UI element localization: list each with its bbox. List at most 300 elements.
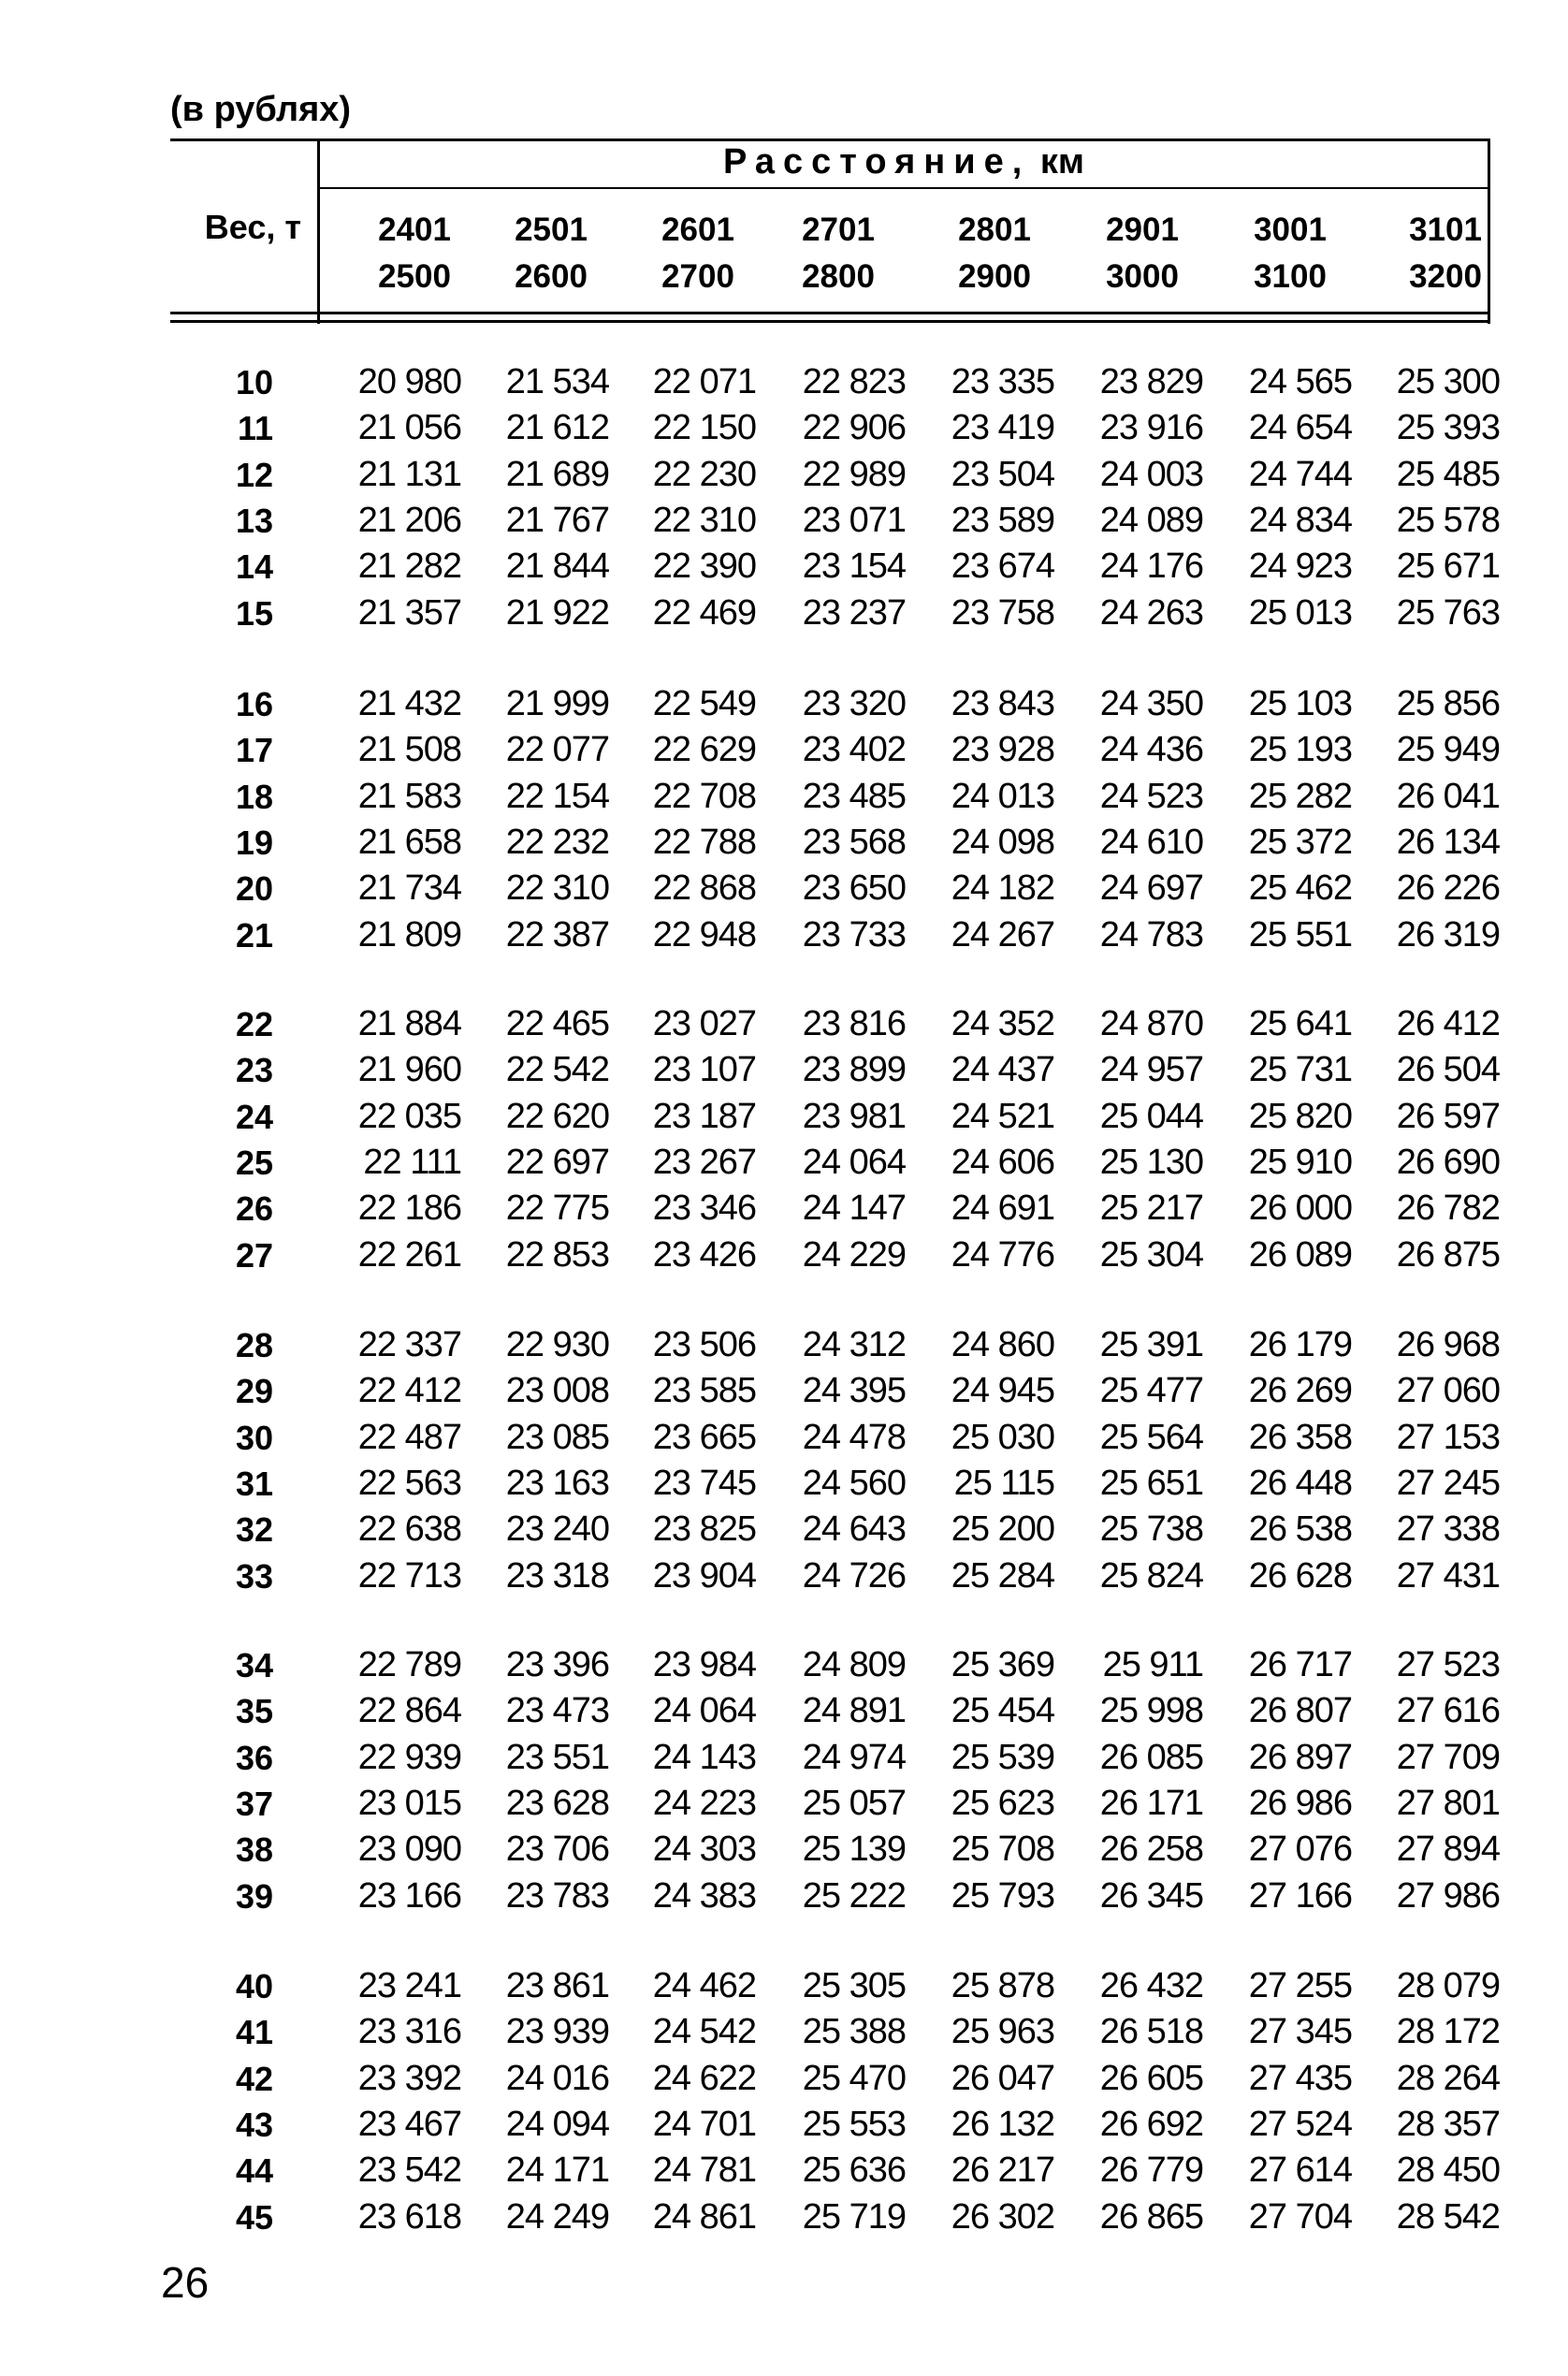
price-cell: 26 865 — [1099, 2196, 1203, 2237]
price-cell: 22 542 — [505, 1050, 609, 1090]
price-cell: 27 709 — [1396, 1737, 1500, 1777]
price-cell: 23 568 — [802, 822, 906, 862]
price-cell: 24 016 — [505, 2058, 609, 2098]
price-cell: 23 237 — [802, 592, 906, 633]
price-cell: 24 350 — [1099, 684, 1203, 723]
price-cell: 28 172 — [1396, 2012, 1500, 2052]
price-cell: 26 134 — [1396, 822, 1500, 862]
distance-unit: км — [1039, 142, 1084, 182]
range-to-7: 3100 — [1254, 258, 1327, 295]
distance-caption-rule — [317, 187, 1490, 189]
price-cell: 25 910 — [1248, 1142, 1352, 1182]
price-cell: 24 974 — [802, 1737, 906, 1777]
price-cell: 25 305 — [802, 1966, 906, 2005]
price-cell: 22 387 — [505, 914, 609, 955]
price-cell: 24 560 — [802, 1463, 906, 1503]
weight-cell: 15 — [235, 593, 273, 633]
price-cell: 24 697 — [1099, 868, 1203, 909]
price-cell: 26 412 — [1396, 1004, 1500, 1043]
price-cell: 22 629 — [652, 730, 756, 770]
price-cell: 25 998 — [1099, 1691, 1203, 1731]
price-cell: 23 551 — [505, 1737, 609, 1777]
weight-cell: 22 — [235, 1005, 273, 1043]
price-cell: 25 200 — [951, 1509, 1054, 1550]
price-cell: 25 651 — [1099, 1463, 1203, 1503]
price-cell: 22 071 — [652, 362, 756, 401]
price-cell: 23 904 — [652, 1555, 756, 1596]
distance-word: Расстояние, — [723, 142, 1031, 182]
price-cell: 26 597 — [1396, 1096, 1500, 1136]
price-cell: 22 390 — [652, 547, 756, 587]
price-cell: 25 564 — [1099, 1417, 1203, 1457]
price-cell: 23 318 — [505, 1555, 609, 1596]
price-cell: 24 783 — [1099, 914, 1203, 955]
price-cell: 21 282 — [357, 547, 461, 587]
range-to-4: 2800 — [802, 258, 875, 295]
price-cell: 26 897 — [1248, 1737, 1352, 1777]
price-cell: 21 922 — [505, 592, 609, 633]
weight-cell: 18 — [235, 777, 273, 816]
price-cell: 23 674 — [951, 547, 1054, 587]
price-cell: 26 538 — [1248, 1509, 1352, 1550]
price-cell: 25 911 — [1102, 1645, 1203, 1684]
weight-cell: 11 — [237, 409, 273, 448]
price-cell: 23 027 — [652, 1004, 756, 1043]
price-cell: 24 726 — [802, 1555, 906, 1596]
price-cell: 24 957 — [1099, 1050, 1203, 1090]
price-cell: 24 521 — [951, 1096, 1054, 1136]
price-cell: 21 131 — [357, 454, 461, 494]
price-cell: 23 473 — [505, 1691, 609, 1731]
price-cell: 21 884 — [357, 1004, 461, 1043]
range-from-8: 3101 — [1409, 211, 1482, 248]
price-cell: 27 153 — [1396, 1417, 1500, 1457]
price-cell: 25 470 — [802, 2058, 906, 2098]
weight-cell: 41 — [235, 2013, 273, 2052]
weight-cell: 26 — [235, 1189, 273, 1229]
price-cell: 24 478 — [802, 1417, 906, 1457]
weight-cell: 17 — [235, 731, 273, 770]
price-cell: 26 302 — [951, 2196, 1054, 2237]
price-cell: 22 111 — [363, 1142, 461, 1182]
price-cell: 26 605 — [1099, 2058, 1203, 2098]
price-cell: 23 984 — [652, 1645, 756, 1684]
price-cell: 26 345 — [1099, 1875, 1203, 1916]
price-cell: 23 392 — [357, 2058, 461, 2098]
price-cell: 23 628 — [505, 1783, 609, 1823]
price-cell: 26 432 — [1099, 1966, 1203, 2005]
price-cell: 22 697 — [505, 1142, 609, 1182]
price-cell: 21 206 — [357, 500, 461, 540]
price-cell: 25 057 — [802, 1783, 906, 1823]
range-to-2: 2600 — [515, 258, 588, 295]
price-cell: 23 166 — [357, 1875, 461, 1916]
price-cell: 24 776 — [951, 1234, 1054, 1275]
price-cell: 22 232 — [505, 822, 609, 862]
weight-cell: 10 — [235, 363, 273, 401]
price-cell: 27 704 — [1248, 2196, 1352, 2237]
price-cell: 23 163 — [505, 1463, 609, 1503]
range-from-1: 2401 — [378, 211, 451, 248]
price-cell: 27 894 — [1396, 1829, 1500, 1870]
price-cell: 21 999 — [505, 684, 609, 723]
price-cell: 25 553 — [802, 2104, 906, 2144]
price-cell: 25 539 — [951, 1737, 1054, 1777]
price-cell: 25 193 — [1248, 730, 1352, 770]
price-cell: 21 357 — [357, 592, 461, 633]
price-cell: 26 518 — [1099, 2012, 1203, 2052]
price-cell: 22 939 — [357, 1737, 461, 1777]
weight-cell: 37 — [235, 1784, 273, 1823]
price-cell: 22 864 — [357, 1691, 461, 1731]
header-double-rule-top — [170, 312, 1490, 314]
price-cell: 23 346 — [652, 1188, 756, 1229]
price-cell: 23 504 — [951, 454, 1054, 494]
price-cell: 25 130 — [1099, 1142, 1203, 1182]
weight-cell: 45 — [235, 2197, 273, 2237]
price-cell: 21 508 — [357, 730, 461, 770]
price-cell: 25 551 — [1248, 914, 1352, 955]
header-double-rule-bottom — [170, 320, 1490, 323]
price-cell: 21 809 — [357, 914, 461, 955]
price-cell: 23 939 — [505, 2012, 609, 2052]
weight-cell: 33 — [235, 1556, 273, 1596]
range-to-5: 2900 — [958, 258, 1031, 295]
price-cell: 23 758 — [951, 592, 1054, 633]
price-cell: 22 823 — [802, 362, 906, 401]
price-cell: 26 319 — [1396, 914, 1500, 955]
price-cell: 22 563 — [357, 1463, 461, 1503]
weight-cell: 28 — [235, 1326, 273, 1364]
price-cell: 27 255 — [1248, 1966, 1352, 2005]
price-cell: 23 928 — [951, 730, 1054, 770]
price-cell: 22 469 — [652, 592, 756, 633]
price-cell: 24 263 — [1099, 592, 1203, 633]
price-cell: 26 171 — [1099, 1783, 1203, 1823]
unit-note: (в рублях) — [170, 90, 352, 129]
price-cell: 22 337 — [357, 1325, 461, 1364]
price-cell: 23 783 — [505, 1875, 609, 1916]
price-cell: 21 960 — [357, 1050, 461, 1090]
weight-cell: 21 — [235, 915, 273, 955]
distance-caption — [317, 142, 1490, 182]
price-cell: 21 689 — [505, 454, 609, 494]
price-cell: 26 875 — [1396, 1234, 1500, 1275]
price-cell: 27 801 — [1396, 1783, 1500, 1823]
price-cell: 26 217 — [951, 2150, 1054, 2191]
weight-cell: 29 — [235, 1372, 273, 1411]
price-cell: 22 708 — [652, 776, 756, 816]
price-cell: 23 485 — [802, 776, 906, 816]
price-cell: 22 077 — [505, 730, 609, 770]
price-cell: 28 079 — [1396, 1966, 1500, 2005]
price-cell: 22 930 — [505, 1325, 609, 1364]
price-cell: 24 147 — [802, 1188, 906, 1229]
price-cell: 28 357 — [1396, 2104, 1500, 2144]
price-cell: 22 465 — [505, 1004, 609, 1043]
range-from-7: 3001 — [1254, 211, 1327, 248]
price-cell: 26 717 — [1248, 1645, 1352, 1684]
price-cell: 23 008 — [505, 1371, 609, 1411]
price-cell: 22 788 — [652, 822, 756, 862]
price-cell: 23 981 — [802, 1096, 906, 1136]
price-cell: 26 000 — [1248, 1188, 1352, 1229]
price-cell: 22 789 — [357, 1645, 461, 1684]
price-cell: 25 304 — [1099, 1234, 1203, 1275]
price-cell: 25 282 — [1248, 776, 1352, 816]
weight-cell: 31 — [235, 1464, 273, 1503]
price-cell: 27 614 — [1248, 2150, 1352, 2191]
price-cell: 24 870 — [1099, 1004, 1203, 1043]
price-cell: 26 269 — [1248, 1371, 1352, 1411]
weight-cell: 35 — [235, 1692, 273, 1731]
weight-cell: 43 — [235, 2105, 273, 2144]
price-cell: 24 860 — [951, 1325, 1054, 1364]
weight-cell: 30 — [235, 1418, 273, 1457]
weight-cell: 44 — [235, 2151, 273, 2191]
range-to-3: 2700 — [661, 258, 734, 295]
price-cell: 26 986 — [1248, 1783, 1352, 1823]
price-cell: 24 143 — [652, 1737, 756, 1777]
price-cell: 25 477 — [1099, 1371, 1203, 1411]
price-cell: 24 229 — [802, 1234, 906, 1275]
price-cell: 27 616 — [1396, 1691, 1500, 1731]
price-cell: 22 906 — [802, 408, 906, 448]
price-cell: 25 856 — [1396, 684, 1500, 723]
price-cell: 21 534 — [505, 362, 609, 401]
price-cell: 23 650 — [802, 868, 906, 909]
price-cell: 26 041 — [1396, 776, 1500, 816]
price-cell: 26 448 — [1248, 1463, 1352, 1503]
price-cell: 24 064 — [652, 1691, 756, 1731]
price-cell: 26 132 — [951, 2104, 1054, 2144]
price-cell: 26 628 — [1248, 1555, 1352, 1596]
price-cell: 24 781 — [652, 2150, 756, 2191]
range-to-8: 3200 — [1409, 258, 1482, 295]
price-cell: 28 264 — [1396, 2058, 1500, 2098]
price-cell: 22 186 — [357, 1188, 461, 1229]
price-cell: 23 419 — [951, 408, 1054, 448]
price-cell: 27 338 — [1396, 1509, 1500, 1550]
price-cell: 23 829 — [1099, 362, 1203, 401]
price-cell: 26 782 — [1396, 1188, 1500, 1229]
price-cell: 23 240 — [505, 1509, 609, 1550]
weight-cell: 39 — [235, 1876, 273, 1916]
weight-cell: 12 — [235, 455, 273, 494]
price-cell: 24 923 — [1248, 547, 1352, 587]
range-to-1: 2500 — [378, 258, 451, 295]
price-cell: 25 719 — [802, 2196, 906, 2237]
price-cell: 26 358 — [1248, 1417, 1352, 1457]
price-cell: 24 352 — [951, 1004, 1054, 1043]
price-cell: 23 861 — [505, 1966, 609, 2005]
weight-cell: 13 — [235, 501, 273, 540]
price-cell: 25 030 — [951, 1417, 1054, 1457]
price-cell: 25 369 — [951, 1645, 1054, 1684]
price-cell: 23 816 — [802, 1004, 906, 1043]
price-cell: 24 945 — [951, 1371, 1054, 1411]
price-cell: 26 779 — [1099, 2150, 1203, 2191]
price-cell: 23 506 — [652, 1325, 756, 1364]
price-cell: 22 310 — [652, 500, 756, 540]
range-from-6: 2901 — [1106, 211, 1179, 248]
price-cell: 23 267 — [652, 1142, 756, 1182]
price-cell: 24 223 — [652, 1783, 756, 1823]
price-cell: 25 217 — [1099, 1188, 1203, 1229]
price-cell: 21 612 — [505, 408, 609, 448]
price-cell: 26 807 — [1248, 1691, 1352, 1731]
price-cell: 24 654 — [1248, 408, 1352, 448]
weight-column-header: Вес, т — [204, 208, 301, 246]
price-cell: 24 834 — [1248, 500, 1352, 540]
price-cell: 26 179 — [1248, 1325, 1352, 1364]
price-cell: 22 487 — [357, 1417, 461, 1457]
price-cell: 23 825 — [652, 1509, 756, 1550]
price-cell: 22 948 — [652, 914, 756, 955]
price-cell: 25 824 — [1099, 1555, 1203, 1596]
price-cell: 23 618 — [357, 2196, 461, 2237]
price-cell: 25 641 — [1248, 1004, 1352, 1043]
price-cell: 28 542 — [1396, 2196, 1500, 2237]
price-cell: 22 620 — [505, 1096, 609, 1136]
price-cell: 22 853 — [505, 1234, 609, 1275]
price-cell: 24 267 — [951, 914, 1054, 955]
price-cell: 24 436 — [1099, 730, 1203, 770]
price-cell: 23 396 — [505, 1645, 609, 1684]
price-cell: 24 098 — [951, 822, 1054, 862]
price-cell: 21 056 — [357, 408, 461, 448]
price-cell: 25 793 — [951, 1875, 1054, 1916]
price-cell: 25 388 — [802, 2012, 906, 2052]
price-cell: 23 335 — [951, 362, 1054, 401]
price-cell: 21 432 — [357, 684, 461, 723]
weight-cell: 40 — [235, 1967, 273, 2005]
price-cell: 24 691 — [951, 1188, 1054, 1229]
price-cell: 22 261 — [357, 1234, 461, 1275]
price-cell: 21 767 — [505, 500, 609, 540]
price-cell: 25 738 — [1099, 1509, 1203, 1550]
price-cell: 26 047 — [951, 2058, 1054, 2098]
price-cell: 25 013 — [1248, 592, 1352, 633]
price-cell: 23 241 — [357, 1966, 461, 2005]
price-cell: 23 154 — [802, 547, 906, 587]
weight-cell: 14 — [235, 547, 273, 587]
price-cell: 25 485 — [1396, 454, 1500, 494]
price-cell: 25 222 — [802, 1875, 906, 1916]
weight-cell: 23 — [235, 1051, 273, 1090]
price-cell: 25 731 — [1248, 1050, 1352, 1090]
price-cell: 23 316 — [357, 2012, 461, 2052]
price-cell: 27 523 — [1396, 1645, 1500, 1684]
table-top-rule — [170, 138, 1490, 141]
weight-cell: 32 — [235, 1510, 273, 1550]
price-cell: 22 412 — [357, 1371, 461, 1411]
price-cell: 24 610 — [1099, 822, 1203, 862]
price-cell: 25 708 — [951, 1829, 1054, 1870]
price-cell: 24 606 — [951, 1142, 1054, 1182]
price-cell: 25 103 — [1248, 684, 1352, 723]
price-cell: 27 345 — [1248, 2012, 1352, 2052]
price-cell: 26 258 — [1099, 1829, 1203, 1870]
price-cell: 26 692 — [1099, 2104, 1203, 2144]
price-cell: 23 015 — [357, 1783, 461, 1823]
price-cell: 25 949 — [1396, 730, 1500, 770]
weight-cell: 27 — [235, 1235, 273, 1275]
price-cell: 24 395 — [802, 1371, 906, 1411]
weight-cell: 38 — [235, 1830, 273, 1870]
price-cell: 23 542 — [357, 2150, 461, 2191]
price-cell: 25 878 — [951, 1966, 1054, 2005]
price-cell: 24 013 — [951, 776, 1054, 816]
price-cell: 25 372 — [1248, 822, 1352, 862]
price-cell: 24 437 — [951, 1050, 1054, 1090]
range-from-2: 2501 — [515, 211, 588, 248]
price-cell: 27 431 — [1396, 1555, 1500, 1596]
price-cell: 23 085 — [505, 1417, 609, 1457]
price-cell: 27 245 — [1396, 1463, 1500, 1503]
weight-cell: 19 — [235, 823, 273, 862]
price-cell: 22 154 — [505, 776, 609, 816]
price-cell: 26 085 — [1099, 1737, 1203, 1777]
price-cell: 23 071 — [802, 500, 906, 540]
price-cell: 27 435 — [1248, 2058, 1352, 2098]
price-cell: 26 226 — [1396, 868, 1500, 909]
price-cell: 23 320 — [802, 684, 906, 723]
price-cell: 22 549 — [652, 684, 756, 723]
price-cell: 22 775 — [505, 1188, 609, 1229]
price-cell: 23 467 — [357, 2104, 461, 2144]
price-cell: 24 312 — [802, 1325, 906, 1364]
price-cell: 23 899 — [802, 1050, 906, 1090]
price-cell: 24 383 — [652, 1875, 756, 1916]
price-cell: 24 176 — [1099, 547, 1203, 587]
price-cell: 25 115 — [953, 1463, 1054, 1503]
price-cell: 23 107 — [652, 1050, 756, 1090]
price-cell: 23 426 — [652, 1234, 756, 1275]
price-cell: 25 391 — [1099, 1325, 1203, 1364]
price-cell: 24 089 — [1099, 500, 1203, 540]
price-cell: 25 623 — [951, 1783, 1054, 1823]
price-cell: 24 003 — [1099, 454, 1203, 494]
price-cell: 23 090 — [357, 1829, 461, 1870]
price-cell: 27 060 — [1396, 1371, 1500, 1411]
range-from-4: 2701 — [802, 211, 875, 248]
price-cell: 25 393 — [1396, 408, 1500, 448]
price-cell: 25 763 — [1396, 592, 1500, 633]
price-cell: 23 745 — [652, 1463, 756, 1503]
price-cell: 24 094 — [505, 2104, 609, 2144]
price-cell: 24 643 — [802, 1509, 906, 1550]
price-cell: 24 701 — [652, 2104, 756, 2144]
price-cell: 27 986 — [1396, 1875, 1500, 1916]
price-cell: 23 706 — [505, 1829, 609, 1870]
price-cell: 25 820 — [1248, 1096, 1352, 1136]
price-cell: 24 622 — [652, 2058, 756, 2098]
price-cell: 22 150 — [652, 408, 756, 448]
price-cell: 24 523 — [1099, 776, 1203, 816]
price-cell: 24 565 — [1248, 362, 1352, 401]
weight-cell: 34 — [235, 1646, 273, 1684]
price-cell: 23 187 — [652, 1096, 756, 1136]
price-cell: 22 868 — [652, 868, 756, 909]
price-cell: 24 182 — [951, 868, 1054, 909]
price-cell: 25 578 — [1396, 500, 1500, 540]
price-cell: 23 402 — [802, 730, 906, 770]
price-cell: 24 809 — [802, 1645, 906, 1684]
price-cell: 23 665 — [652, 1417, 756, 1457]
price-cell: 25 454 — [951, 1691, 1054, 1731]
price-cell: 22 035 — [357, 1096, 461, 1136]
